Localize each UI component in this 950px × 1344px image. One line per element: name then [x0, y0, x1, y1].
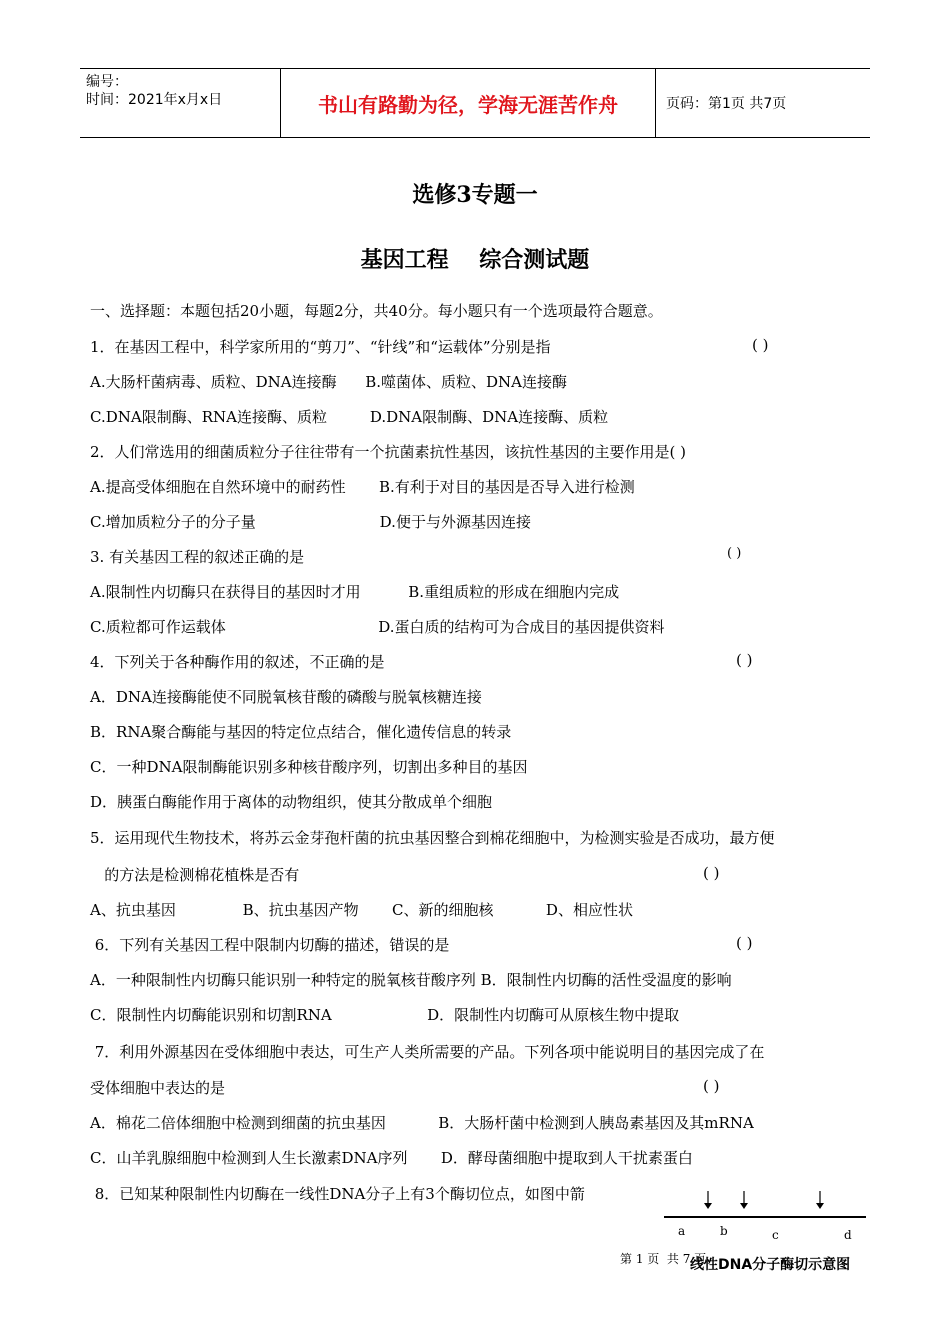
q4-option-c: C．一种DNA限制酶能识别多种核苷酸序列，切割出多种目的基因 [90, 758, 528, 776]
time-label: 时间：2021年x月x日 [86, 92, 223, 108]
header-meta [80, 69, 280, 137]
page-info: 页码：第1页 共7页 [666, 96, 787, 112]
answer-bracket-7: ( ) [703, 1077, 720, 1095]
segment-label-a: a [678, 1224, 686, 1238]
question-2: 2．人们常选用的细菌质粒分子往往带有一个抗菌素抗性基因，该抗性基因的主要作用是( ) [90, 443, 687, 461]
page-footer: 第 1 页 共 7 页 [620, 1252, 707, 1266]
q6-options-cd: C．限制性内切酶能识别和切割RNA D．限制性内切酶可从原核生物中提取 [90, 1006, 680, 1024]
question-7: 7．利用外源基因在受体细胞中表达，可生产人类所需要的产品。下列各项中能说明目的基因完成了在 [90, 1043, 765, 1061]
answer-bracket-3: ( ) [727, 546, 742, 561]
cut-arrow-3 [816, 1191, 824, 1209]
question-5: 5．运用现代生物技术，将苏云金芽孢杆菌的抗虫基因整合到棉花细胞中，为检测实验是否成功，最方便 [90, 829, 775, 847]
question-1: 1．在基因工程中，科学家所用的“剪刀”、“针线”和“运载体”分别是指 [90, 338, 551, 356]
q2-options-cd: C.增加质粒分子的分子量 D.便于与外源基因连接 [90, 513, 531, 531]
section-heading: 一、选择题：本题包括20小题，每题2分，共40分。每小题只有一个选项最符合题意。 [90, 302, 663, 320]
q4-option-b: B．RNA聚合酶能与基因的特定位点结合，催化遗传信息的转录 [90, 723, 512, 741]
cut-arrow-1 [704, 1191, 712, 1209]
q4-option-d: D．胰蛋白酶能作用于离体的动物组织，使其分散成单个细胞 [90, 793, 493, 811]
q1-options-ab: A.大肠杆菌病毒、质粒、DNA连接酶 B.噬菌体、质粒、DNA连接酶 [90, 373, 567, 391]
answer-bracket-1: ( ) [752, 336, 769, 354]
question-6: 6．下列有关基因工程中限制内切酶的描述，错误的是 [90, 936, 450, 954]
segment-label-d: d [844, 1228, 852, 1242]
cut-arrow-2 [740, 1191, 748, 1209]
header-motto [280, 69, 656, 137]
q1-options-cd: C.DNA限制酶、RNA连接酶、质粒 D.DNA限制酶、DNA连接酶、质粒 [90, 408, 609, 426]
figure-caption: 线性DNA分子酶切示意图 [690, 1257, 851, 1273]
question-3: 3. 有关基因工程的叙述正确的是 [90, 548, 305, 566]
answer-bracket-5: ( ) [703, 864, 720, 882]
q2-options-ab: A.提高受体细胞在自然环境中的耐药性 B.有利于对目的基因是否导入进行检测 [90, 478, 635, 496]
number-label: 编号： [86, 74, 128, 90]
question-8: 8．已知某种限制性内切酶在一线性DNA分子上有3个酶切位点，如图中箭 [90, 1185, 585, 1203]
q5-options: A、抗虫基因 B、抗虫基因产物 C、新的细胞核 D、相应性状 [90, 901, 633, 919]
q3-options-cd: C.质粒都可作运载体 D.蛋白质的结构可为合成目的基因提供资料 [90, 618, 665, 636]
q3-options-ab: A.限制性内切酶只在获得目的基因时才用 B.重组质粒的形成在细胞内完成 [90, 583, 620, 601]
question-5-cont: 的方法是检测棉花植株是否有 [90, 866, 300, 884]
motto-text: 书山有路勤为径，学海无涯苦作舟 [318, 92, 618, 117]
answer-bracket-4: ( ) [736, 651, 753, 669]
q6-options-ab: A．一种限制性内切酶只能识别一种特定的脱氧核苷酸序列 B．限制性内切酶的活性受温度的影响 [90, 971, 732, 989]
dna-cut-diagram [660, 1185, 870, 1285]
q7-options-cd: C．山羊乳腺细胞中检测到人生长激素DNA序列 D．酵母菌细胞中提取到人干扰素蛋白 [90, 1149, 693, 1167]
q4-option-a: A．DNA连接酶能使不同脱氧核苷酸的磷酸与脱氧核糖连接 [90, 688, 482, 706]
question-7-cont: 受体细胞中表达的是 [90, 1079, 226, 1097]
segment-label-c: c [772, 1228, 779, 1242]
document-title: 选修3专题一 [412, 182, 538, 208]
page-header [80, 68, 870, 138]
q7-options-ab: A．棉花二倍体细胞中检测到细菌的抗虫基因 B．大肠杆菌中检测到人胰岛素基因及其mRNA [90, 1114, 754, 1132]
document-subtitle: 基因工程 综合测试题 [360, 247, 590, 273]
answer-bracket-6: ( ) [736, 934, 753, 952]
question-4: 4．下列关于各种酶作用的叙述，不正确的是 [90, 653, 385, 671]
segment-label-b: b [720, 1224, 728, 1238]
